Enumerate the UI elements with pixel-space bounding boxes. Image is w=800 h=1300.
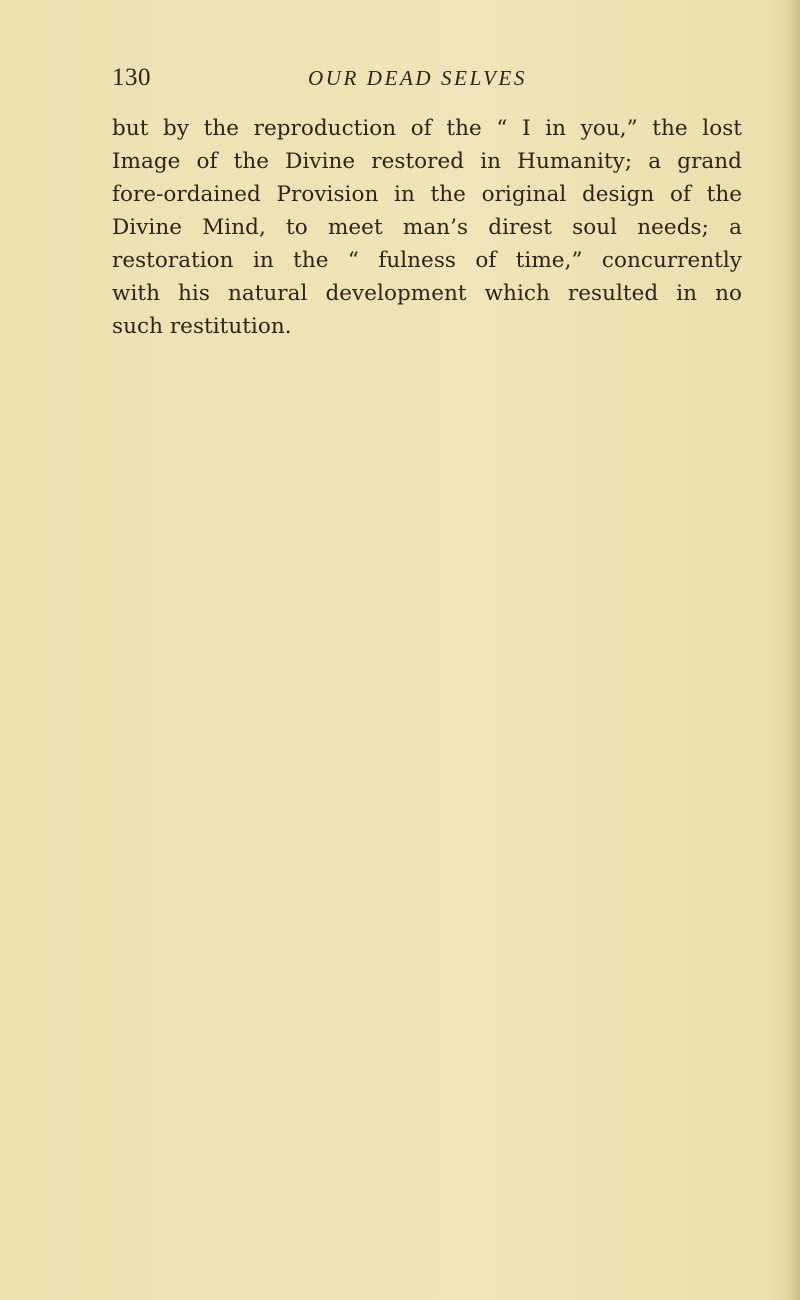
page-edge-shadow — [786, 0, 800, 1300]
text-line-6: with his natural development which resulted in no — [112, 281, 742, 306]
running-title: OUR DEAD SELVES — [308, 66, 528, 90]
text-line-3: fore-ordained Provision in the original design of the — [112, 182, 742, 207]
page-number: 130 — [112, 64, 151, 91]
body-paragraph — [112, 112, 742, 343]
text-line-1: but by the reproduction of the “ I in you,” the lost — [112, 116, 742, 141]
text-line-7: such restitution. — [112, 314, 292, 339]
text-line-4: Divine Mind, to meet man’s direst soul needs; a — [112, 215, 742, 240]
running-head — [112, 64, 672, 98]
text-line-5: restoration in the “ fulness of time,” concurrently — [112, 248, 742, 273]
text-line-2: Image of the Divine restored in Humanity; a grand — [112, 149, 742, 174]
